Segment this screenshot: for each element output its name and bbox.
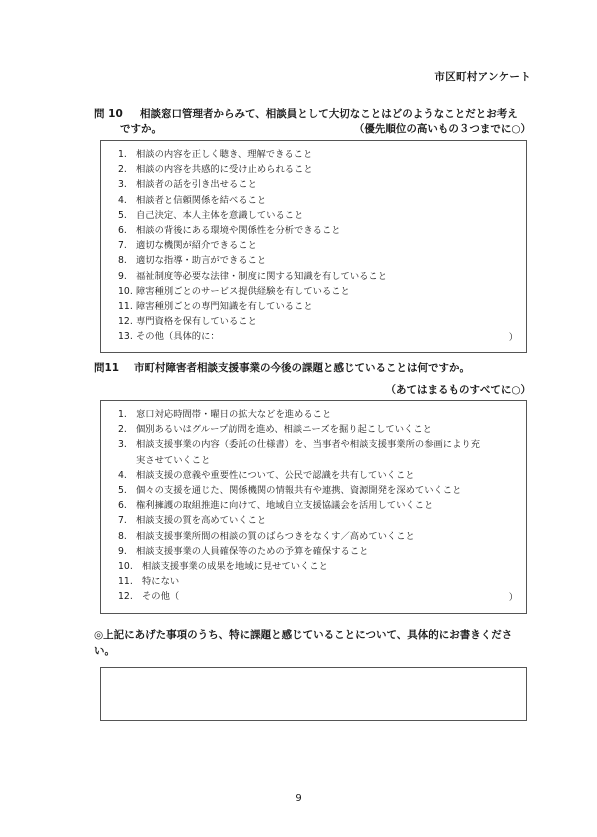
q11-option[interactable]: 10. 相談支援事業の成果を地域に見せていくこと [118, 561, 328, 573]
q11-option[interactable]: 8. 相談支援事業所間の相談の質のばらつきをなくす／高めていくこと [118, 530, 415, 542]
q11-label: 問11 [94, 362, 120, 374]
q10-answer-box [100, 140, 527, 353]
q10-option[interactable]: 4. 相談者と信頼関係を結べること [118, 194, 267, 206]
q11-options-list [118, 407, 523, 605]
free-text-answer-box[interactable] [100, 667, 527, 721]
q10-options-list [118, 147, 518, 345]
q10-option[interactable]: 5. 自己決定、本人主体を意識していること [118, 209, 304, 221]
page-number: 9 [295, 793, 302, 804]
q11-option[interactable]: 4. 相談支援の意義や重要性について、公民で認識を共有していくこと [118, 469, 415, 481]
q11-option[interactable]: 9. 相談支援事業の人員確保等のための予算を確保すること [118, 545, 369, 557]
free-text-prompt-line2: い。 [94, 645, 115, 657]
q10-option[interactable]: 8. 適切な指導・助言ができること [118, 255, 267, 267]
free-text-prompt-line1: ◎上記にあげた事項のうち、特に課題と感じていることについて、具体的にお書きくださ [94, 629, 513, 641]
q11-option[interactable]: 5. 個々の支援を通じた、関係機関の情報共有や連携、資源開発を深めていくこと [118, 485, 462, 497]
q11-instruction: （あてはまるものすべてに○） [385, 384, 531, 396]
q10-instruction: （優先順位の高いもの３つまでに○） [353, 123, 531, 135]
q11-option[interactable]: 7. 相談支援の質を高めていくこと [118, 515, 267, 527]
q10-option[interactable]: 11. 障害種別ごとの専門知識を有していること [118, 301, 313, 313]
q10-option[interactable]: 7. 適切な機関が紹介できること [118, 240, 257, 252]
q11-option[interactable]: 2. 個別あるいはグループ訪問を進め、相談ニーズを掘り起こしていくこと [118, 424, 432, 436]
free-text-prompt [94, 627, 512, 659]
q10-line2: ですか。 [120, 123, 162, 135]
q11-option-other[interactable]: 12. その他（ [118, 591, 180, 603]
q10-option[interactable]: 3. 相談者の話を引き出せること [118, 179, 257, 191]
q11-close-paren: ） [508, 592, 518, 603]
q10-option[interactable]: 10. 障害種別ごとのサービス提供経験を有していること [118, 285, 350, 297]
q11-option[interactable]: 3. 相談支援事業の内容（委託の仕様書）を、当事者や相談支援事業所の参画により充 [118, 439, 480, 451]
document-header: 市区町村アンケート [434, 71, 531, 83]
q10-option[interactable]: 2. 相談の内容を共感的に受け止められること [118, 164, 313, 176]
q11-title [94, 361, 470, 376]
q11-option-continuation: 実させていくこと [136, 454, 211, 466]
q10-option[interactable]: 9. 福祉制度等必要な法律・制度に関する知識を有していること [118, 270, 388, 282]
q10-option[interactable]: 1. 相談の内容を正しく聴き、理解できること [118, 149, 313, 160]
q11-option[interactable]: 6. 権利擁護の取組推進に向けて、地域自立支援協議会を活用していくこと [118, 500, 434, 512]
q11-line1: 市町村障害者相談支援事業の今後の課題と感じていることは何ですか。 [134, 362, 470, 374]
q11-option[interactable]: 11. 特にない [118, 576, 180, 588]
q10-title [94, 107, 518, 122]
q10-close-paren: ） [508, 332, 518, 343]
q10-option[interactable]: 6. 相談の背後にある環境や関係性を分析できること [118, 225, 341, 237]
q10-label: 問 10 [94, 108, 123, 120]
q10-option-other[interactable]: 13. その他（具体的に： [118, 331, 220, 343]
q10-option[interactable]: 12. 専門資格を保有していること [118, 316, 257, 328]
q11-answer-box [100, 400, 527, 614]
q10-line1: 相談窓口管理者からみて、相談員として大切なことはどのようなことだとお考え [140, 108, 518, 120]
q11-option[interactable]: 1. 窓口対応時間帯・曜日の拡大などを進めること [118, 409, 332, 420]
